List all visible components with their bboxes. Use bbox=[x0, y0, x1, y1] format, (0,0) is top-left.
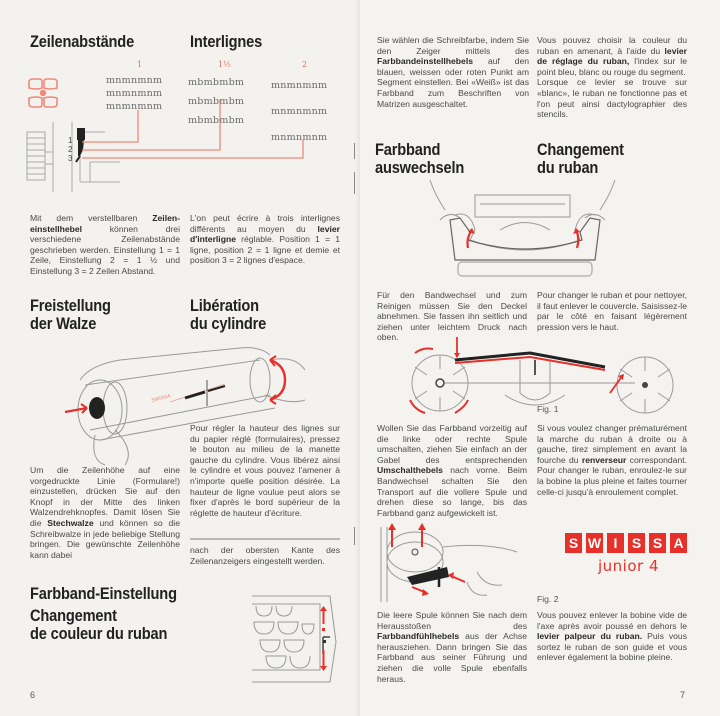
text-segment: können drei verschiedene Zeilenabstände geschrieben werden. Einstellung 1 = 1 Zeile, Einstellung 2 = 1 ½ und Einstellung 3 = 2 Zeilen Abstand. bbox=[30, 223, 180, 276]
binding-mark bbox=[354, 143, 355, 159]
sample-line: mnmnmnm bbox=[106, 75, 163, 86]
ribbon-color-lever-illustration bbox=[250, 592, 342, 692]
text-segment: Die leere Spule können Sie nach dem Herausstoßen des bbox=[377, 610, 527, 631]
text-segment: correspondant. Pour changer le ruban, enroulez-le sur la bobine la plus pleine et faites tourner celle-ci jusqu'à enroulement complet. bbox=[537, 454, 688, 497]
cover-removal-illustration bbox=[430, 180, 620, 280]
line-spacing-symbol-icon bbox=[26, 78, 60, 108]
binding-mark bbox=[354, 527, 355, 545]
binding-mark bbox=[354, 172, 355, 194]
ribbon-change-text-fr-1: Pour changer le ruban et pour nettoyer, il faut enlever le couvercle. Saisissez-le par le côté en faisant légèrement pression vers le haut. bbox=[537, 290, 687, 332]
logo-letter: I bbox=[607, 533, 624, 553]
sample-line: mbmbmbm bbox=[188, 115, 245, 126]
figure-1-caption: Fig. 1 bbox=[537, 404, 559, 414]
text-segment: L'on peut écrire à trois interlignes différents au moyen du bbox=[190, 213, 340, 234]
heading-changement-ruban-2: du ruban bbox=[537, 158, 599, 177]
sample-line: mnmnmnm bbox=[271, 106, 328, 117]
section-divider bbox=[190, 538, 340, 540]
ribbon-change-text-de-2 bbox=[377, 423, 527, 518]
model-name: junior 4 bbox=[598, 557, 660, 575]
heading-liberation-1: Libération bbox=[190, 296, 259, 315]
text-segment: Lorsque ce levier se trouve sur «blanc», le ruban ne fonctionne pas et l'on peut ainsi dactylographier des stencils. bbox=[537, 77, 687, 120]
logo-letter: S bbox=[649, 533, 666, 553]
heading-freistellung-2: der Walze bbox=[30, 314, 97, 333]
text-segment: nach vorne. Beim Bandwechsel schalten Sie den Transport auf die vollere Spule und drehen diese so lange, bis das Farbband ganz aufgewickelt ist. bbox=[377, 465, 527, 518]
ribbon-change-text-de-1: Für den Bandwechsel und zum Reinigen müssen Sie den Deckel abnehmen. Sie fassen ihn seitlich und ziehen unter leichtem Druck nach oben. bbox=[377, 290, 527, 343]
line-spacing-text-fr bbox=[190, 213, 340, 266]
lever-position-2: 2 bbox=[68, 145, 73, 154]
term-renverseur: renverseur bbox=[581, 454, 627, 465]
platen-release-text-de-continued: nach der obersten Kante des Zeilenanzeigers eingestellt werden. bbox=[190, 545, 340, 566]
term-levier-interligne: levier d'interligne bbox=[190, 223, 340, 245]
text-segment: Si vous voulez changer prématurément la marche du ruban à droite ou à gauche, tirez simplement en avant la fourche du bbox=[537, 423, 687, 465]
text-segment: Vous pouvez choisir la couleur du ruban en amenant, à l'aide du bbox=[537, 35, 687, 56]
heading-farbband-einstellung: Farbband-Einstellung bbox=[30, 584, 177, 603]
sample-line: mbmbmbm bbox=[188, 77, 245, 88]
platen-release-text-de bbox=[30, 465, 180, 560]
sample-line: mbmbmbm bbox=[188, 96, 245, 107]
heading-changement-couleur-1: Changement bbox=[30, 606, 117, 625]
text-segment: Wollen Sie das Farbband vorzeitig auf die linke oder rechte Spule umschalten, ziehen Sie einfach an der Gabel des entsprechenden bbox=[377, 423, 527, 465]
heading-farbband-1: Farbband bbox=[375, 140, 441, 159]
heading-freistellung-1: Freistellung bbox=[30, 296, 111, 315]
term-zeileneinstellhebel: Zeileneinstellhebel bbox=[30, 213, 180, 234]
heading-interlignes: Interlignes bbox=[190, 32, 263, 51]
spool-removal-illustration bbox=[377, 527, 517, 602]
heading-changement-couleur-2: de couleur du ruban bbox=[30, 624, 168, 643]
swissa-logo bbox=[565, 533, 687, 553]
heading-zeilenabstaende: Zeilenabstände bbox=[30, 32, 135, 51]
term-stechwalze: Stechwalze bbox=[47, 517, 94, 528]
term-farbbandeinstellhebels: Farbbandeinstellhebels bbox=[377, 56, 473, 67]
sample-label-1-half: 1½ bbox=[218, 60, 231, 69]
sample-label-1: 1 bbox=[137, 60, 143, 69]
logo-letter: S bbox=[565, 533, 582, 553]
text-segment: l'index sur le point bleu, blanc ou rouge du segment. bbox=[537, 56, 687, 77]
sample-block-single bbox=[106, 74, 162, 113]
text-segment: auf den blauen, weissen oder roten Punkt am Segment einstellen. Bei «Weiß» ist das Farbband zum Beschriften von Matrizen ausgeschaltet. bbox=[377, 56, 529, 109]
sample-line: mnmnmnm bbox=[271, 132, 328, 143]
heading-farbband-2: auswechseln bbox=[375, 158, 465, 177]
text-segment: und können so die Schreibwalze in jede beliebige Stellung bringen. Die gewünschte Zeilenhöhe kann dabei bbox=[30, 517, 180, 560]
logo-letter: S bbox=[628, 533, 645, 553]
sample-line: mnmnmnm bbox=[106, 101, 163, 112]
right-page bbox=[360, 0, 720, 716]
term-umschalthebels: Umschalthebels bbox=[377, 465, 443, 476]
text-segment: Sie wählen die Schreibfarbe, indem Sie den Zeiger mittels des bbox=[377, 35, 529, 56]
lever-position-3: 3 bbox=[68, 154, 73, 163]
line-spacing-lever-diagram bbox=[20, 112, 340, 202]
term-farbbandfuehlhebels: Farbbandfühlhebels bbox=[377, 631, 460, 642]
term-levier-reglage-ruban: levier de réglage du ruban, bbox=[537, 45, 687, 67]
page-number-left: 6 bbox=[30, 690, 36, 700]
sample-line: mnmnmnm bbox=[271, 80, 328, 91]
page-number-right: 7 bbox=[680, 690, 686, 700]
ribbon-color-text-fr bbox=[537, 35, 687, 120]
text-segment: Vous pouvez enlever la bobine vide de l'axe après avoir poussé en dehors le bbox=[537, 610, 687, 631]
text-segment: Mit dem verstellbaren bbox=[30, 213, 153, 223]
sample-line: mnmnmnm bbox=[106, 88, 163, 99]
heading-changement-ruban-1: Changement bbox=[537, 140, 624, 159]
term-levier-palpeur: levier palpeur du ruban. bbox=[537, 631, 643, 642]
swissa-illustration-label: SWISSA bbox=[150, 393, 172, 404]
lever-position-1: 1 bbox=[68, 136, 73, 145]
line-spacing-text-de bbox=[30, 213, 180, 277]
text-segment: Um die Zeilenhöhe auf eine vorgedruckte Linie (Formulare!) einzustellen, drücken Sie auf den Knopf in der Mitte des linken Walzendrehknopfes. Damit lösen Sie die bbox=[30, 465, 180, 528]
text-segment: aus der Achse herausziehen. Dann bringen Sie das Farbband aus seiner Führung und ziehen die volle Spule ebenfalls heraus. bbox=[377, 631, 527, 684]
ribbon-change-text-fr-2 bbox=[537, 423, 687, 497]
heading-liberation-2: du cylindre bbox=[190, 314, 267, 333]
platen-release-text-fr: Pour régler la hauteur des lignes sur du papier réglé (formulaires), pressez le bouton au milieu de la manette gauche du cylindre. Vous libérez ainsi le cylindre et vous pouvez l'amener à n'importe quelle position désirée. La hauteur de ligne voulue peut alors se fixer d'après le bord supérieur de la réglette de hauteur d'écriture. bbox=[190, 423, 340, 518]
figure-2-caption: Fig. 2 bbox=[537, 594, 559, 604]
ribbon-change-text-de-3 bbox=[377, 610, 527, 684]
ribbon-change-text-fr-3 bbox=[537, 610, 687, 663]
text-segment: réglable. Position 1 = 1 ligne, position 2 = 1 ligne et demie et position 3 = 2 lignes d'espace. bbox=[190, 234, 340, 266]
logo-letter: A bbox=[670, 533, 687, 553]
sample-label-2: 2 bbox=[302, 60, 308, 69]
text-segment: Puis vous sortez le ruban de son guide et vous enlever également la bobine pleine. bbox=[537, 631, 687, 663]
logo-letter: W bbox=[587, 535, 602, 551]
ribbon-color-text-de bbox=[377, 35, 529, 109]
